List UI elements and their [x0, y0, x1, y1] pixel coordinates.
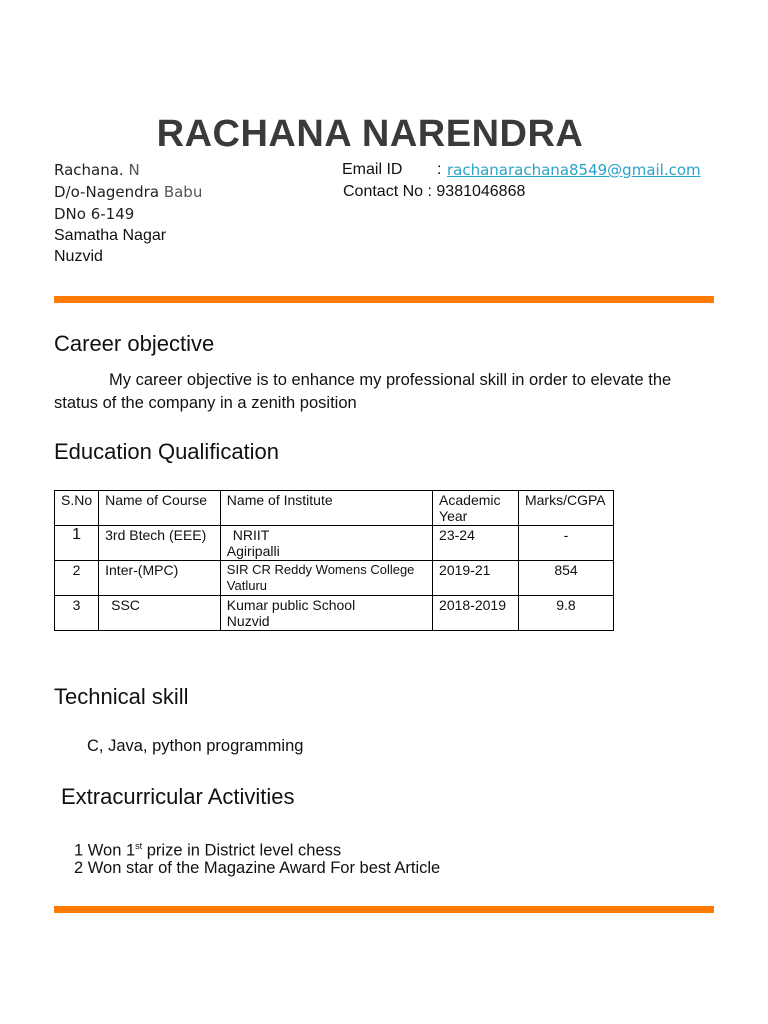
contact-row: [343, 183, 525, 201]
cell-marks: 9.8: [518, 596, 613, 631]
cell-sno: 1: [55, 526, 99, 561]
institute-name: Kumar public School: [226, 597, 356, 613]
cell-institute: [220, 561, 432, 596]
cell-course: Inter-(MPC): [99, 561, 221, 596]
cell-year: 2019-21: [433, 561, 519, 596]
activity-item-2: 2 Won star of the Magazine Award For best Article: [74, 859, 441, 877]
address-initial: N: [128, 161, 140, 179]
orange-divider-top: [54, 296, 714, 303]
education-table: [54, 490, 614, 631]
email-separator: :: [437, 161, 442, 178]
col-sno: S.No: [55, 491, 99, 526]
col-institute: Name of Institute: [220, 491, 432, 526]
email-label: Email ID: [342, 161, 403, 178]
career-text-line1: My career objective is to enhance my professional skill in order to elevate the: [109, 371, 672, 389]
address-town: Nuzvid: [54, 248, 103, 265]
address-line-parent: [54, 183, 202, 201]
address-line-name: [54, 161, 140, 179]
cell-sno: 2: [55, 561, 99, 596]
skills-heading: Technical skill: [54, 684, 189, 709]
cell-course: 3rd Btech (EEE): [99, 526, 221, 561]
address-locality: Samatha Nagar: [54, 227, 167, 244]
institute-place: Nuzvid: [226, 613, 270, 629]
address-door-no: DNo 6-149: [54, 205, 135, 223]
contact-number: 9381046868: [436, 183, 526, 200]
col-marks: Marks/CGPA: [518, 491, 613, 526]
cell-marks: -: [518, 526, 613, 561]
table-row: [55, 526, 614, 561]
email-link[interactable]: rachanarachana8549@gmail.com: [447, 161, 701, 179]
table-header-row: [55, 491, 614, 526]
activities-heading: Extracurricular Activities: [61, 784, 295, 809]
address-parent-surname: Babu: [163, 183, 203, 201]
cell-sno: 3: [55, 596, 99, 631]
activity-1-start: 1 Won 1: [74, 841, 136, 860]
cell-course: SSC: [99, 596, 221, 631]
activity-1-end: prize in District level chess: [142, 841, 342, 860]
col-course: Name of Course: [99, 491, 221, 526]
cell-year: 23-24: [433, 526, 519, 561]
activity-1-superscript: st: [135, 841, 143, 851]
address-name: Rachana.: [54, 161, 124, 179]
career-heading: Career objective: [54, 331, 215, 356]
cell-institute: [220, 526, 432, 561]
address-parent: D/o-Nagendra: [54, 183, 160, 201]
institute-name: NRIIT: [232, 527, 270, 543]
contact-label: Contact No :: [343, 183, 432, 200]
institute-name: SIR CR Reddy Womens College: [226, 562, 415, 577]
table-row: [55, 596, 614, 631]
cell-marks: 854: [518, 561, 613, 596]
table-row: [55, 561, 614, 596]
career-text-line2: status of the company in a zenith position: [54, 394, 357, 412]
institute-place: Vatluru: [226, 578, 268, 593]
skills-text: C, Java, python programming: [87, 737, 304, 755]
cell-year: 2018-2019: [433, 596, 519, 631]
cell-institute: [220, 596, 432, 631]
resume-name: RACHANA NARENDRA: [156, 113, 584, 155]
education-heading: Education Qualification: [54, 439, 280, 464]
orange-divider-bottom: [54, 906, 714, 913]
col-year: Academic Year: [433, 491, 519, 526]
institute-place: Agiripalli: [226, 543, 280, 559]
